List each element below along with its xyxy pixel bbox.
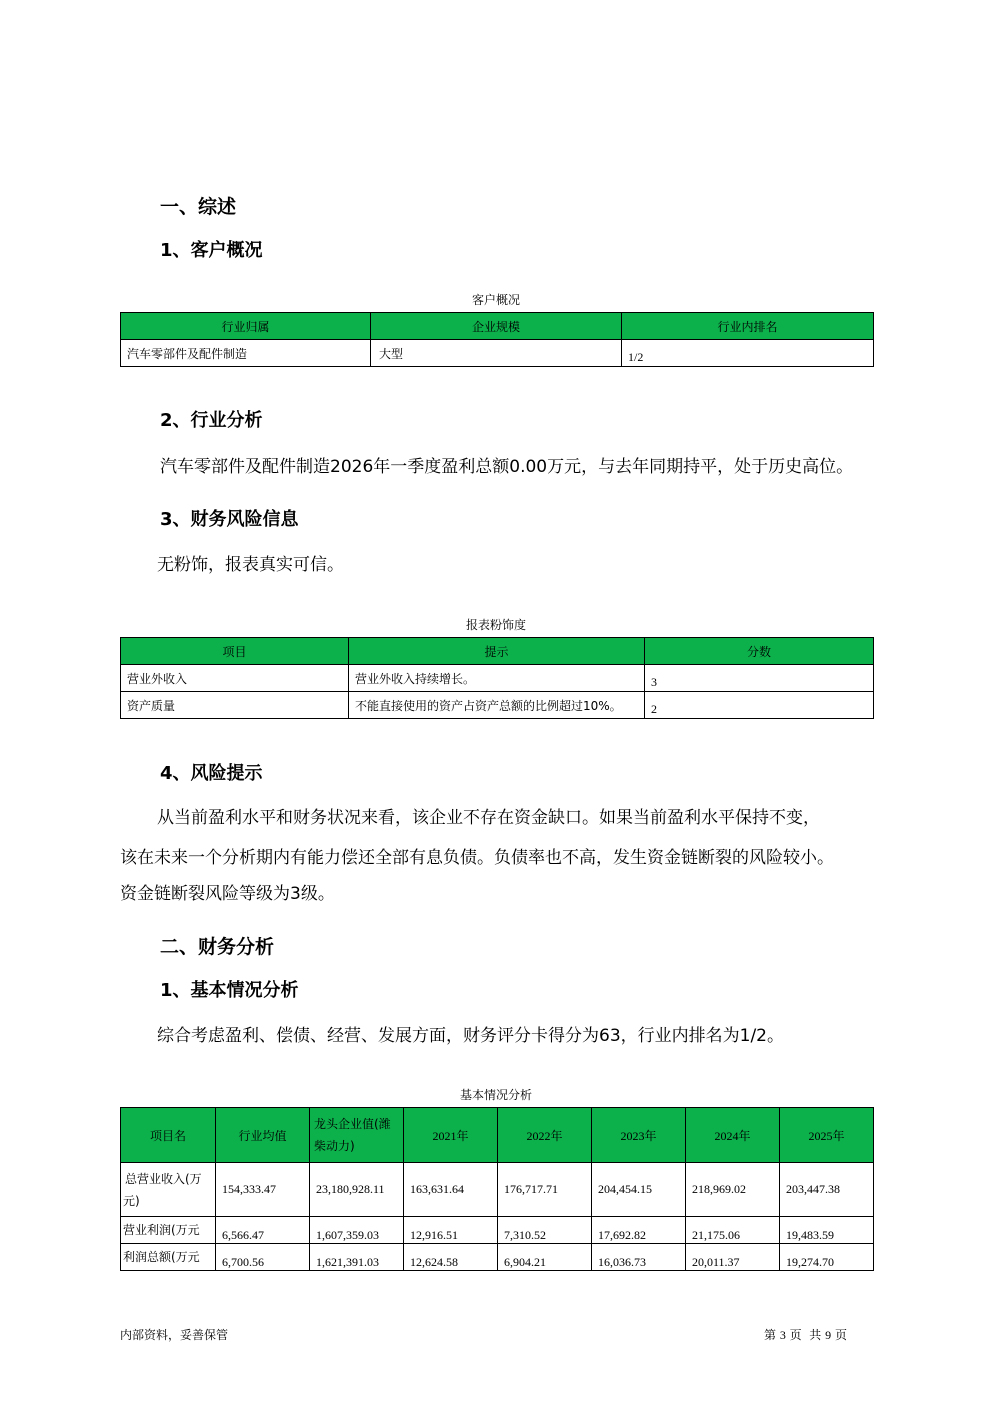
table-header-cell: 2025年 xyxy=(780,1108,874,1163)
table-cell: 20,011.37 xyxy=(686,1244,780,1271)
table-row xyxy=(121,1244,874,1271)
subsection-title-industry: 2、行业分析 xyxy=(160,410,263,431)
whitewash-table-caption: 报表粉饰度 xyxy=(465,618,526,632)
page-current: 3 xyxy=(779,1328,786,1342)
table-cell: 利润总额(万元 xyxy=(121,1244,216,1271)
page-prefix: 第 xyxy=(764,1328,777,1342)
subsection-title-risk-warning: 4、风险提示 xyxy=(160,763,263,784)
table-row xyxy=(121,665,874,692)
table-header-cell: 提示 xyxy=(349,638,645,665)
table-header-cell: 行业归属 xyxy=(121,313,371,340)
table-cell: 12,624.58 xyxy=(404,1244,498,1271)
table-cell: 154,333.47 xyxy=(216,1163,310,1217)
table-header-cell: 行业内排名 xyxy=(622,313,874,340)
table-header-cell: 项目 xyxy=(121,638,349,665)
table-header-cell: 2022年 xyxy=(498,1108,592,1163)
table-header-row xyxy=(121,1108,874,1163)
table-cell: 6,700.56 xyxy=(216,1244,310,1271)
section-title-financial-analysis: 二、财务分析 xyxy=(160,936,275,958)
basic-table xyxy=(120,1107,874,1271)
subsection-title-basic: 1、基本情况分析 xyxy=(160,980,299,1001)
table-cell: 营业外收入持续增长。 xyxy=(349,665,645,692)
table-cell: 不能直接使用的资产占资产总额的比例超过10%。 xyxy=(349,692,645,719)
table-cell: 1,607,359.03 xyxy=(310,1217,404,1244)
page-total: 9 xyxy=(825,1328,832,1342)
table-header-cell: 分数 xyxy=(645,638,874,665)
table-cell: 6,566.47 xyxy=(216,1217,310,1244)
table-cell: 203,447.38 xyxy=(780,1163,874,1217)
basic-table-caption: 基本情况分析 xyxy=(459,1088,532,1102)
table-header-cell: 2021年 xyxy=(404,1108,498,1163)
table-cell: 3 xyxy=(645,665,874,692)
subsection-title-customer: 1、客户概况 xyxy=(160,240,263,261)
basic-paragraph: 综合考虑盈利、偿债、经营、发展方面，财务评分卡得分为63，行业内排名为1/2。 xyxy=(157,1026,784,1046)
table-header-cell: 企业规模 xyxy=(371,313,622,340)
customer-table-caption: 客户概况 xyxy=(471,293,520,307)
footer-page-number xyxy=(764,1326,847,1343)
customer-table xyxy=(120,312,874,367)
table-header-cell: 2024年 xyxy=(686,1108,780,1163)
table-cell: 23,180,928.11 xyxy=(310,1163,404,1217)
table-cell: 21,175.06 xyxy=(686,1217,780,1244)
table-cell: 汽车零部件及配件制造 xyxy=(121,340,371,367)
risk-paragraph-line-3: 资金链断裂风险等级为3级。 xyxy=(120,884,335,904)
table-cell: 12,916.51 xyxy=(404,1217,498,1244)
whitewash-table xyxy=(120,637,874,719)
table-header-row xyxy=(121,313,874,340)
table-cell: 176,717.71 xyxy=(498,1163,592,1217)
table-cell: 204,454.15 xyxy=(592,1163,686,1217)
table-cell: 16,036.73 xyxy=(592,1244,686,1271)
industry-paragraph: 汽车零部件及配件制造2026年一季度盈利总额0.00万元，与去年同期持平，处于历史高位。 xyxy=(160,457,854,477)
table-row xyxy=(121,1217,874,1244)
table-row xyxy=(121,340,874,367)
risk-info-paragraph: 无粉饰，报表真实可信。 xyxy=(157,555,344,575)
table-row xyxy=(121,1163,874,1217)
table-cell: 大型 xyxy=(371,340,622,367)
table-cell: 7,310.52 xyxy=(498,1217,592,1244)
table-header-cell: 项目名 xyxy=(121,1108,216,1163)
table-header-row xyxy=(121,638,874,665)
table-header-cell: 龙头企业值(潍柴动力) xyxy=(310,1108,404,1163)
page-mid: 页 共 xyxy=(789,1328,822,1342)
table-cell: 营业外收入 xyxy=(121,665,349,692)
table-header-cell: 2023年 xyxy=(592,1108,686,1163)
table-cell: 163,631.64 xyxy=(404,1163,498,1217)
table-cell: 营业利润(万元 xyxy=(121,1217,216,1244)
table-cell: 总营业收入(万元) xyxy=(121,1163,216,1217)
table-cell: 218,969.02 xyxy=(686,1163,780,1217)
table-row xyxy=(121,692,874,719)
table-cell: 19,483.59 xyxy=(780,1217,874,1244)
table-cell: 2 xyxy=(645,692,874,719)
risk-paragraph-line-1: 从当前盈利水平和财务状况来看，该企业不存在资金缺口。如果当前盈利水平保持不变， xyxy=(157,808,820,828)
subsection-title-financial-risk: 3、财务风险信息 xyxy=(160,509,299,530)
page-suffix: 页 xyxy=(834,1328,847,1342)
table-cell: 1,621,391.03 xyxy=(310,1244,404,1271)
table-cell: 19,274.70 xyxy=(780,1244,874,1271)
footer-confidential-note: 内部资料，妥善保管 xyxy=(120,1328,229,1342)
risk-paragraph-line-2: 该在未来一个分析期内有能力偿还全部有息负债。负债率也不高，发生资金链断裂的风险较小。 xyxy=(120,848,834,868)
table-cell: 17,692.82 xyxy=(592,1217,686,1244)
table-cell: 6,904.21 xyxy=(498,1244,592,1271)
section-title-overview: 一、综述 xyxy=(160,196,237,218)
table-cell: 资产质量 xyxy=(121,692,349,719)
table-header-cell: 行业均值 xyxy=(216,1108,310,1163)
table-cell: 1/2 xyxy=(622,340,874,367)
